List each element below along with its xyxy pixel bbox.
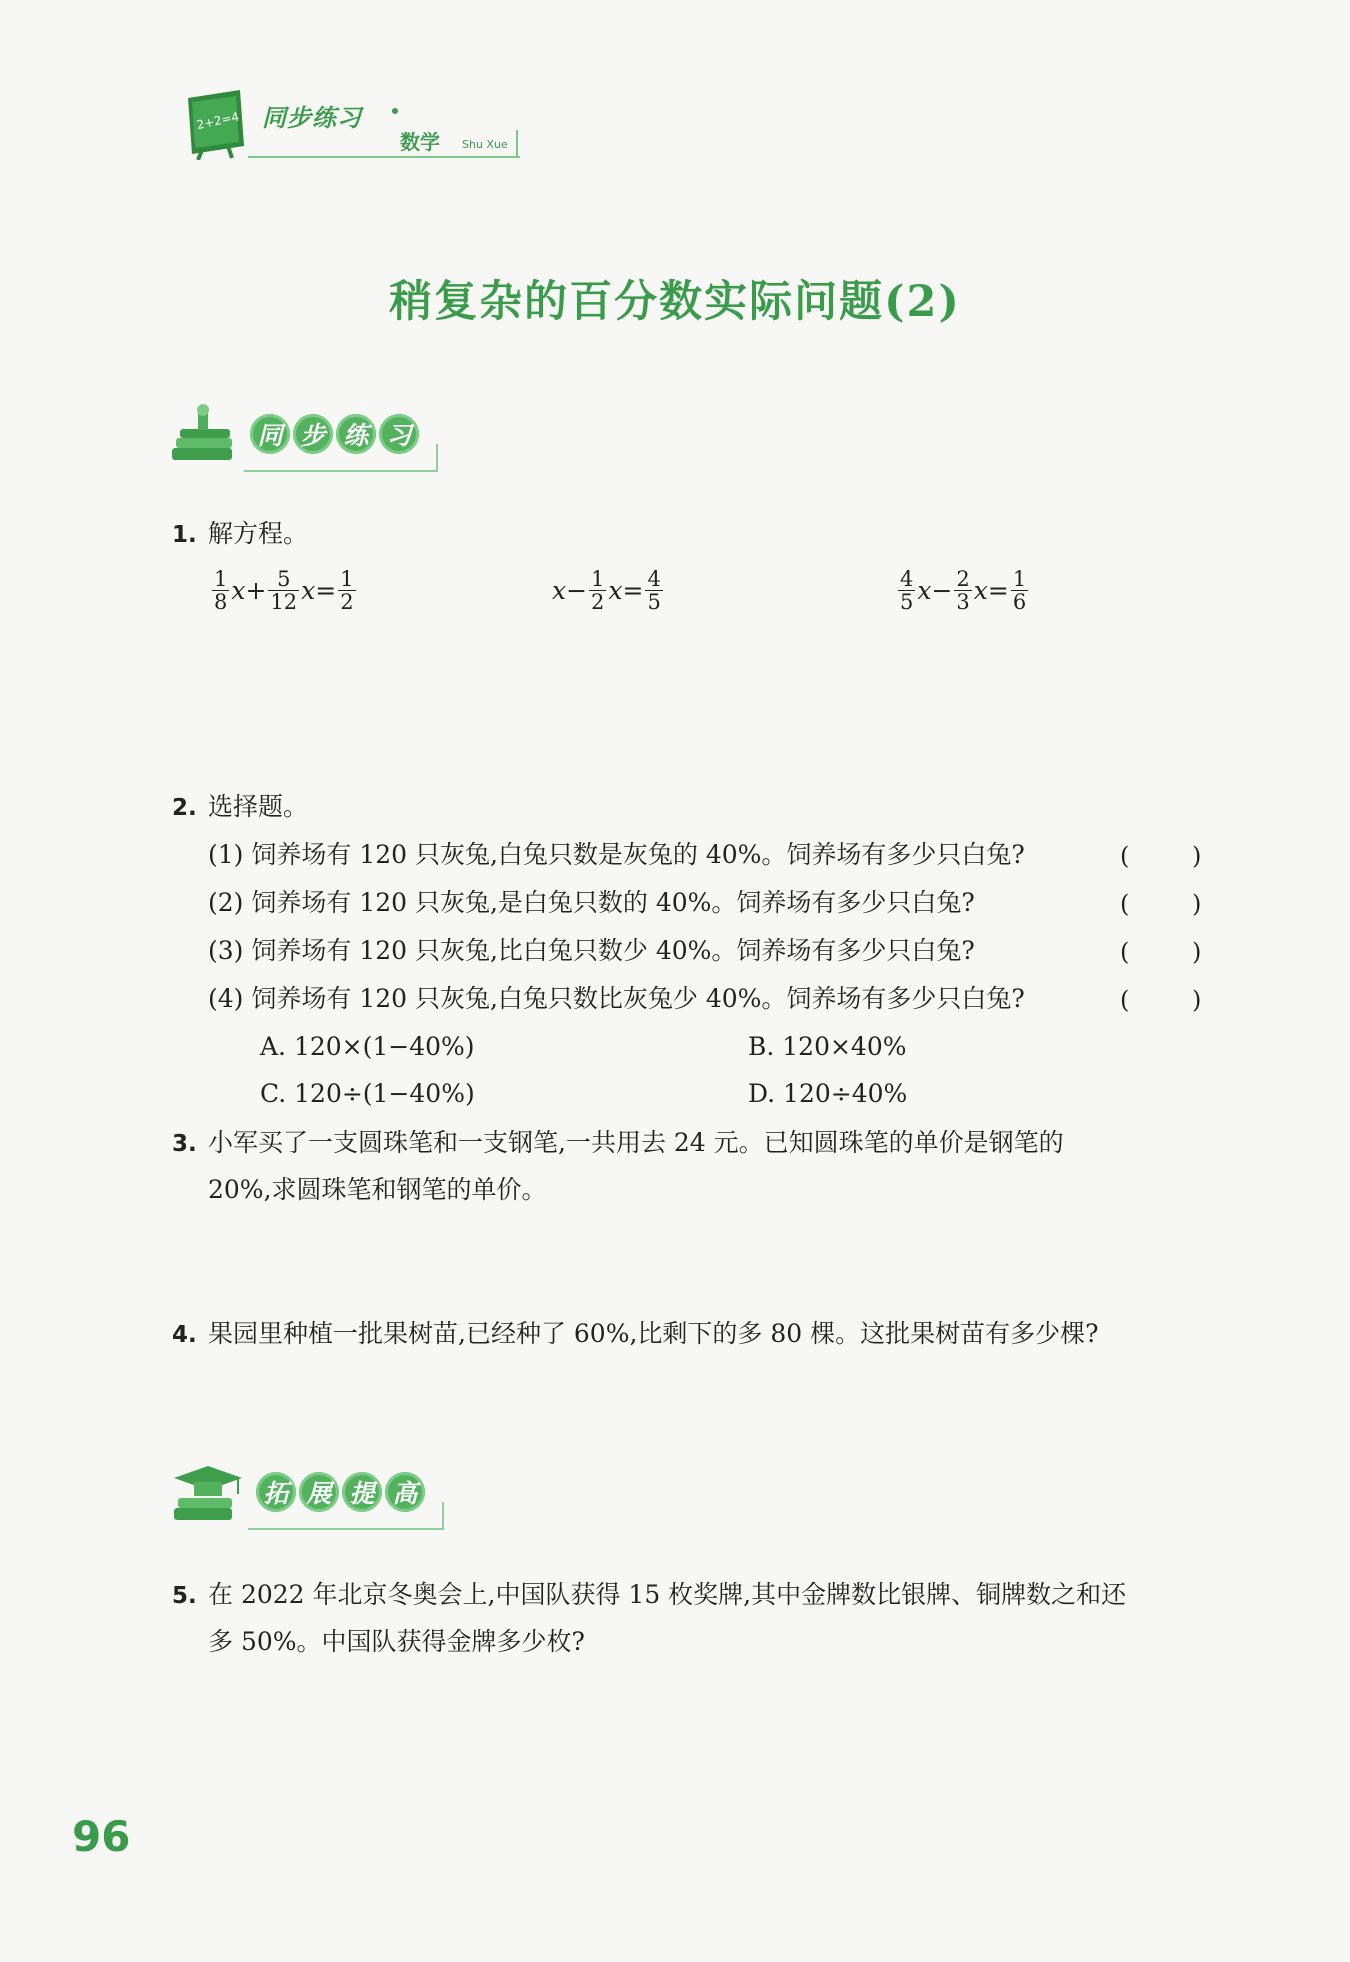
option-a: A. 120×(1−40%) [260, 1032, 475, 1061]
question-number: 5. [172, 1583, 197, 1609]
equation-1: $\frac{1}{8}$ x+ $\frac{5}{12}$ x= $\frac{1}{2}$ [214, 567, 354, 615]
logo-dot [392, 108, 398, 114]
choice-item: (1) 饲养场有 120 只灰兔,白兔只数是灰兔的 40%。饲养场有多少只白兔? [208, 840, 1025, 869]
graduation-books-icon [168, 1460, 244, 1530]
answer-paren-close: ) [1192, 842, 1202, 870]
option-b: B. 120×40% [748, 1032, 907, 1061]
section-badge: 练 [336, 414, 376, 454]
question-text: 果园里种植一批果树苗,已经种了 60%,比剩下的多 80 棵。这批果树苗有多少棵? [208, 1319, 1099, 1348]
question-text: 选择题。 [208, 792, 309, 821]
logo-subject: 数学 [400, 130, 440, 154]
section-underline [248, 1528, 444, 1530]
question-text-line1: 小军买了一支圆珠笔和一支钢笔,一共用去 24 元。已知圆珠笔的单价是钢笔的 [208, 1128, 1064, 1157]
choice-item: (4) 饲养场有 120 只灰兔,白兔只数比灰兔少 40%。饲养场有多少只白兔? [208, 984, 1025, 1013]
option-c: C. 120÷(1−40%) [260, 1079, 475, 1108]
answer-paren-open: ( [1120, 842, 1130, 870]
section-badge: 步 [293, 414, 333, 454]
answer-paren-close: ) [1192, 938, 1202, 966]
section-badge: 拓 [256, 1472, 296, 1512]
question-number: 2. [172, 795, 197, 821]
section-badge: 习 [379, 414, 419, 454]
option-d: D. 120÷40% [748, 1079, 908, 1108]
answer-paren-close: ) [1192, 986, 1202, 1014]
answer-paren-close: ) [1192, 890, 1202, 918]
equation-2: x− $\frac{1}{2}$ x= $\frac{4}{5}$ [552, 567, 661, 615]
section-tick [442, 1502, 444, 1530]
question-text-line2: 多 50%。中国队获得金牌多少枚? [208, 1627, 585, 1656]
choice-item: (3) 饲养场有 120 只灰兔,比白兔只数少 40%。饲养场有多少只白兔? [208, 936, 975, 965]
answer-paren-open: ( [1120, 938, 1130, 966]
section-badge: 提 [342, 1472, 382, 1512]
section-tick [436, 444, 438, 472]
question-number: 3. [172, 1131, 197, 1157]
chalkboard-text: 2+2=4 [195, 109, 241, 133]
book-stack-icon [168, 402, 244, 472]
page-number: 96 [72, 1812, 131, 1861]
question-number: 4. [172, 1322, 197, 1348]
logo-underline [248, 156, 520, 158]
section-underline [244, 470, 438, 472]
logo-pinyin: Shu Xue [462, 138, 508, 151]
question-text-line1: 在 2022 年北京冬奥会上,中国队获得 15 枚奖牌,其中金牌数比银牌、铜牌数之和还 [208, 1580, 1127, 1609]
page-title: 稍复杂的百分数实际问题(2) [389, 277, 961, 327]
question-text-line2: 20%,求圆珠笔和钢笔的单价。 [208, 1175, 547, 1204]
section-header-extend [256, 1472, 425, 1512]
question-text: 解方程。 [208, 519, 309, 548]
choice-item: (2) 饲养场有 120 只灰兔,是白兔只数的 40%。饲养场有多少只白兔? [208, 888, 975, 917]
logo-title: 同步练习 [262, 104, 362, 132]
answer-paren-open: ( [1120, 890, 1130, 918]
logo-bracket [516, 130, 518, 158]
section-badge: 高 [385, 1472, 425, 1512]
equation-3: $\frac{4}{5}$ x− $\frac{2}{3}$ x= $\frac{1}{6}$ [900, 567, 1027, 615]
section-header-sync [250, 414, 419, 454]
section-badge: 展 [299, 1472, 339, 1512]
chalkboard-icon [182, 90, 248, 160]
section-badge: 同 [250, 414, 290, 454]
question-number: 1. [172, 522, 197, 548]
answer-paren-open: ( [1120, 986, 1130, 1014]
